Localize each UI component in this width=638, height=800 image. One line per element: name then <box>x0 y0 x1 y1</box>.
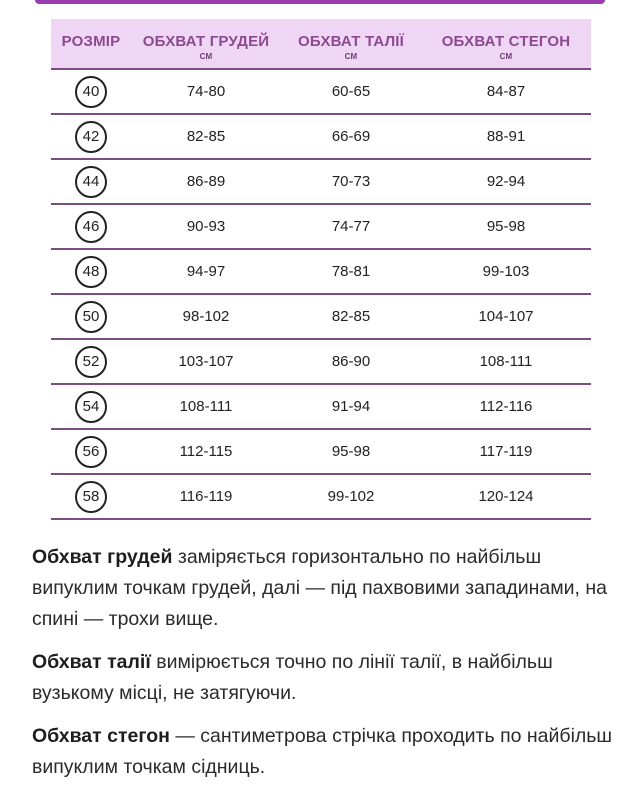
size-badge: 44 <box>75 166 107 198</box>
waist-cell: 78-81 <box>281 249 421 294</box>
header-waist-label: ОБХВАТ ТАЛІЇ <box>297 32 405 50</box>
table-row <box>51 429 591 474</box>
hips-cell: 95-98 <box>421 204 591 249</box>
hips-note-text: — сантиметрова стрічка проходить по найбільш випуклим точкам сідниць. <box>32 725 613 778</box>
header-waist <box>281 19 421 69</box>
size-table <box>51 19 591 520</box>
chest-cell: 98-102 <box>131 294 281 339</box>
chest-note-term: Обхват грудей <box>32 546 173 568</box>
size-badge: 42 <box>75 121 107 153</box>
waist-note-term: Обхват талії <box>32 651 151 673</box>
chest-cell: 82-85 <box>131 114 281 159</box>
chest-note <box>32 542 617 635</box>
measurement-notes <box>32 542 617 795</box>
header-waist-unit: СМ <box>344 51 358 61</box>
hips-cell: 108-111 <box>421 339 591 384</box>
chest-note-text: заміряється горизонтально по найбільш випуклим точкам грудей, далі — під пахвовими западинами, на спині — трохи вище. <box>32 546 608 630</box>
header-size-label: РОЗМІР <box>61 32 121 50</box>
size-badge: 54 <box>75 391 107 423</box>
chest-cell: 112-115 <box>131 429 281 474</box>
waist-note <box>32 647 617 709</box>
waist-cell: 86-90 <box>281 339 421 384</box>
size-badge: 52 <box>75 346 107 378</box>
table-row <box>51 339 591 384</box>
hips-cell: 84-87 <box>421 69 591 114</box>
size-badge: 48 <box>75 256 107 288</box>
table-row <box>51 159 591 204</box>
table-row <box>51 294 591 339</box>
table-row <box>51 384 591 429</box>
header-chest-unit: СМ <box>199 51 213 61</box>
size-badge: 50 <box>75 301 107 333</box>
waist-note-text: вимірюється точно по лінії талії, в найбільш вузькому місці, не затягуючи. <box>32 651 553 704</box>
waist-cell: 70-73 <box>281 159 421 204</box>
chest-cell: 116-119 <box>131 474 281 519</box>
hips-cell: 120-124 <box>421 474 591 519</box>
table-row <box>51 69 591 114</box>
header-hips-label: ОБХВАТ СТЕГОН <box>441 32 571 50</box>
table-row <box>51 474 591 519</box>
size-chart-image <box>35 4 605 526</box>
table-header-row <box>51 19 591 69</box>
header-hips-unit: СМ <box>499 51 513 61</box>
hips-cell: 88-91 <box>421 114 591 159</box>
header-chest-label: ОБХВАТ ГРУДЕЙ <box>142 32 270 50</box>
header-size <box>51 19 131 69</box>
size-badge: 40 <box>75 76 107 108</box>
waist-cell: 74-77 <box>281 204 421 249</box>
chest-cell: 108-111 <box>131 384 281 429</box>
table-row <box>51 114 591 159</box>
chest-cell: 74-80 <box>131 69 281 114</box>
size-badge: 56 <box>75 436 107 468</box>
waist-cell: 60-65 <box>281 69 421 114</box>
header-chest <box>131 19 281 69</box>
chest-cell: 94-97 <box>131 249 281 294</box>
hips-note-term: Обхват стегон <box>32 725 170 747</box>
waist-cell: 91-94 <box>281 384 421 429</box>
hips-cell: 112-116 <box>421 384 591 429</box>
chest-cell: 86-89 <box>131 159 281 204</box>
waist-cell: 66-69 <box>281 114 421 159</box>
waist-cell: 95-98 <box>281 429 421 474</box>
waist-cell: 99-102 <box>281 474 421 519</box>
chest-cell: 103-107 <box>131 339 281 384</box>
hips-cell: 104-107 <box>421 294 591 339</box>
table-row <box>51 249 591 294</box>
hips-note <box>32 721 617 783</box>
hips-cell: 117-119 <box>421 429 591 474</box>
size-badge: 58 <box>75 481 107 513</box>
size-badge: 46 <box>75 211 107 243</box>
waist-cell: 82-85 <box>281 294 421 339</box>
table-row <box>51 204 591 249</box>
hips-cell: 99-103 <box>421 249 591 294</box>
header-hips <box>421 19 591 69</box>
chest-cell: 90-93 <box>131 204 281 249</box>
hips-cell: 92-94 <box>421 159 591 204</box>
